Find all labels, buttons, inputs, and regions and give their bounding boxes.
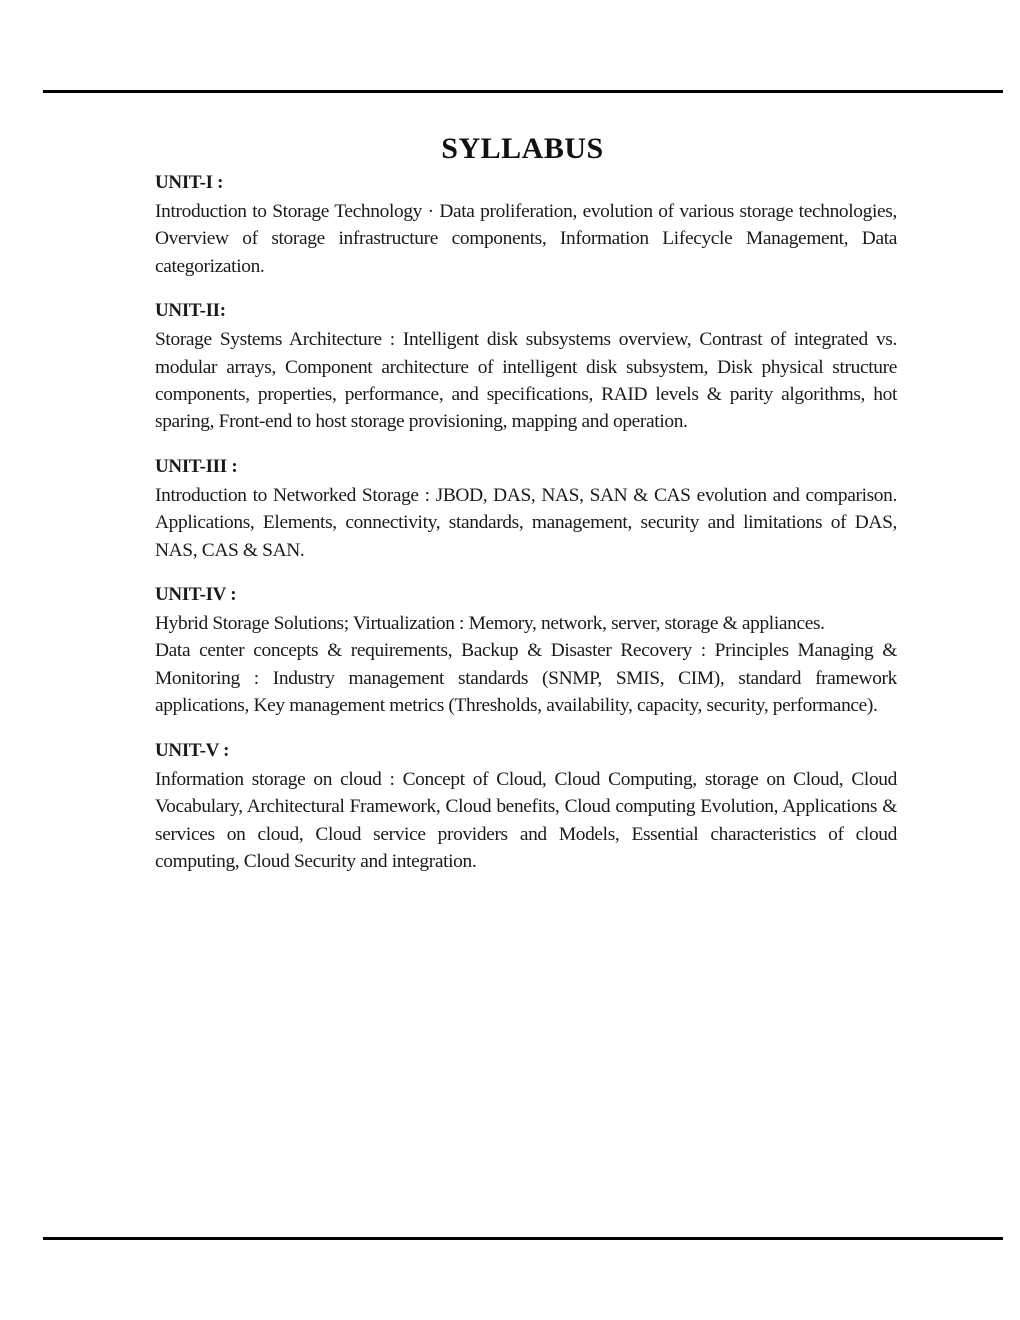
- bottom-rule: [43, 1237, 1003, 1240]
- unit-5: [155, 738, 897, 876]
- unit-paragraph: Introduction to Networked Storage : JBOD, DAS, NAS, SAN & CAS evolution and comparison. Applications, Elements, connectivity, standards, management, security and limitations of DAS, NAS, CAS & SAN.: [155, 484, 897, 561]
- unit-heading: UNIT-III :: [155, 455, 238, 477]
- unit-1: [155, 170, 897, 280]
- syllabus-content: [155, 170, 897, 893]
- unit-paragraph: Information storage on cloud : Concept of Cloud, Cloud Computing, storage on Cloud, Cloud Vocabulary, Architectural Framework, Cloud benefits, Cloud computing Evolution, Applications & services on cloud, Cloud service providers and Models, Essential characteristics of cloud computing, Cloud Security and integration.: [155, 768, 897, 872]
- top-rule: [43, 90, 1003, 93]
- unit-heading: UNIT-V :: [155, 739, 230, 761]
- unit-paragraph: Hybrid Storage Solutions; Virtualization : Memory, network, server, storage & appliances.: [155, 613, 825, 635]
- unit-heading: UNIT-II:: [155, 300, 226, 322]
- unit-2: [155, 298, 897, 436]
- unit-heading: UNIT-IV :: [155, 584, 237, 606]
- unit-paragraph: Data center concepts & requirements, Backup & Disaster Recovery : Principles Managing & Monitoring : Industry management standards (SNMP, SMIS, CIM), standard framework applications, Key management metrics (Thresholds, availability, capacity, security, performance).: [155, 640, 897, 717]
- unit-3: [155, 454, 897, 564]
- unit-4: [155, 582, 897, 720]
- unit-paragraph: Storage Systems Architecture : Intelligent disk subsystems overview, Contrast of integrated vs. modular arrays, Component architecture of intelligent disk subsystem, Disk physical structure components, properties, performance, and specifications, RAID levels & parity algorithms, hot sparing, Front-end to host storage provisioning, mapping and operation.: [155, 329, 897, 433]
- unit-paragraph: Introduction to Storage Technology · Data proliferation, evolution of various storage technologies, Overview of storage infrastructure components, Information Lifecycle Management, Data categorization.: [155, 201, 897, 277]
- page-title: SYLLABUS: [441, 132, 604, 166]
- unit-heading: UNIT-I :: [155, 172, 224, 193]
